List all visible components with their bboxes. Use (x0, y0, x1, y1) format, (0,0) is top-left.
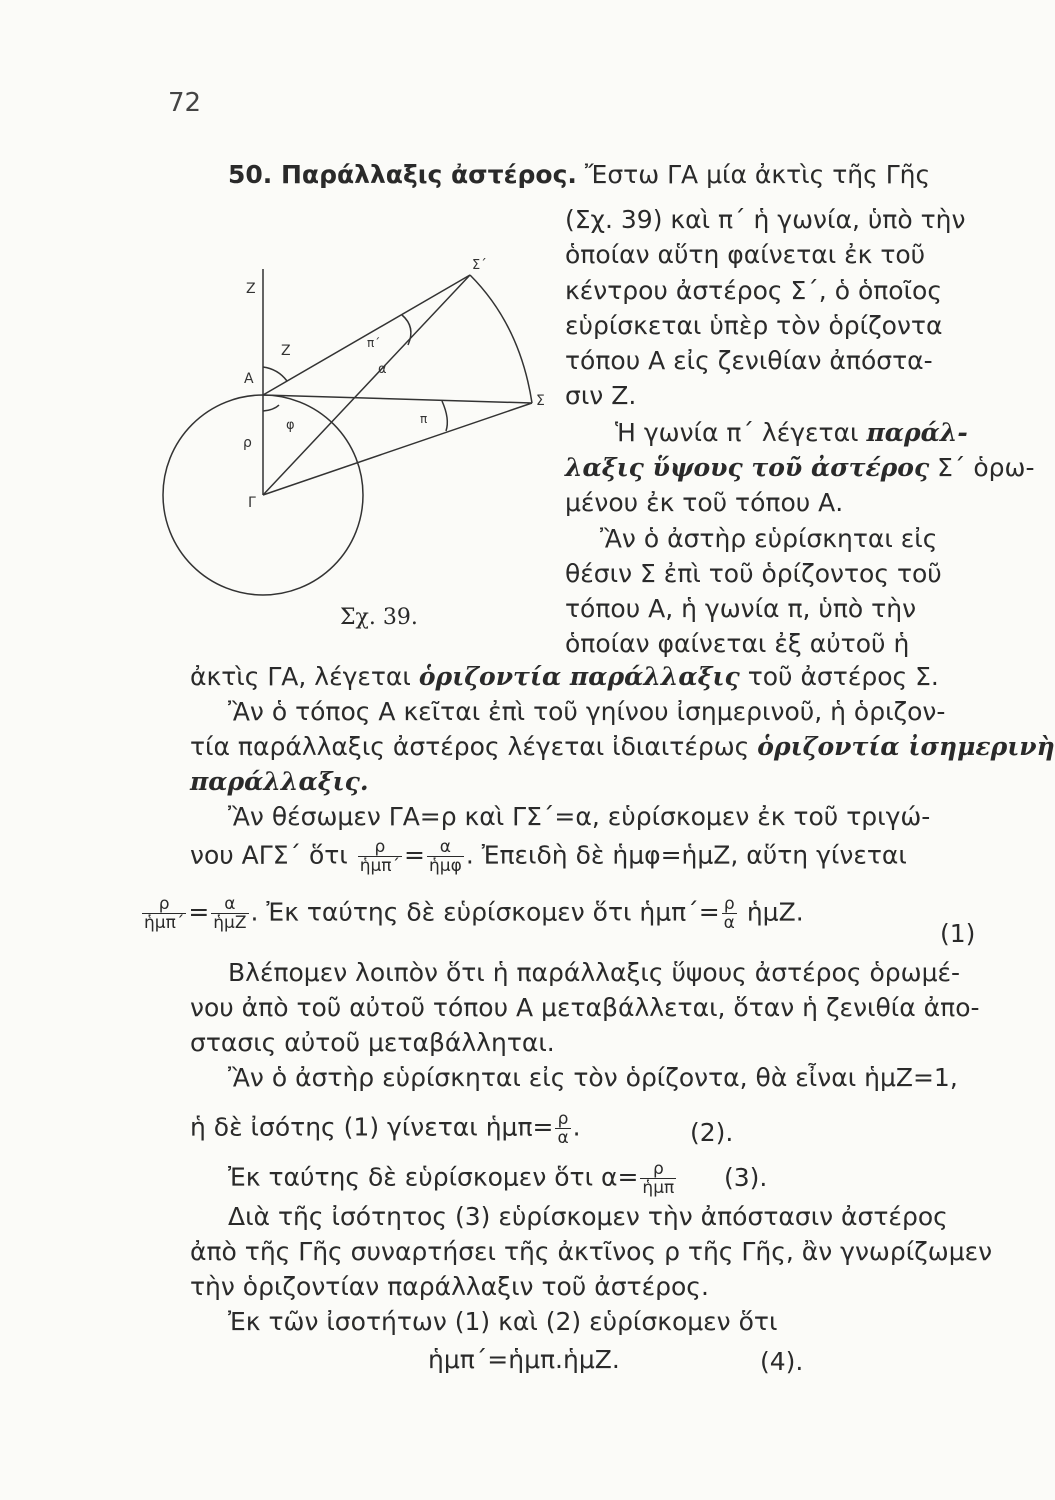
para5-line-1: Ἂν θέσωμεν ΓΑ=ρ καὶ ΓΣ΄=α, εὑρίσκομεν ἐκ τοῦ τριγώ- (228, 802, 931, 831)
para10-line-1: Ἐκ τῶν ἰσοτήτων (1) καὶ (2) εὑρίσκομεν ὅτι (228, 1307, 778, 1336)
para5-text: . Ἐκ ταύτης δὲ εὑρίσκομεν ὅτι ἡμπ΄= (250, 897, 720, 927)
para2-text: Σ΄ ὁρω- (929, 453, 1035, 482)
para4-line-3: παράλλαξις. (190, 767, 369, 796)
para4-line-1: Ἂν ὁ τόπος Α κεῖται ἐπὶ τοῦ γηίνου ἰσημερινοῦ, ἡ ὁριζον- (228, 697, 946, 726)
para4-line-2 (190, 732, 1055, 762)
label-phi: φ (286, 418, 295, 433)
para8-text: Ἐκ ταύτης δὲ εὑρίσκομεν ὅτι α= (228, 1162, 639, 1192)
fraction-alpha-over-sin-phi: $\frac{\alpha}{\text{ἡμφ}}$ (429, 837, 462, 876)
intro-line-1: Ἔστω ΓΑ μία ἀκτὶς τῆς Γῆς (584, 160, 931, 189)
para2-text: Ἡ γωνία π΄ λέγεται (615, 418, 867, 447)
angle-pi-prime-arc (402, 315, 411, 345)
equals-sign: = (188, 897, 210, 927)
para7-text: ἡ δὲ ἰσότης (1) γίνεται ἡμπ= (190, 1112, 554, 1142)
para5-text: . Ἐπειδὴ δὲ ἡμφ=ἡμΖ, αὕτη γίνεται (465, 840, 907, 870)
para4-text: τία παράλλαξις ἀστέρος λέγεται ἰδιαιτέρως (190, 732, 758, 761)
para3-last-line (190, 662, 939, 692)
angle-z-arc (263, 367, 287, 381)
intro-line: (Σχ. 39) καὶ π΄ ἡ γωνία, ὑπὸ τὴν (565, 205, 966, 234)
para3-line: θέσιν Σ ἐπὶ τοῦ ὁρίζοντος τοῦ (565, 559, 942, 588)
angle-pi-arc (442, 401, 447, 431)
fraction-rho-over-alpha: $\frac{\rho}{\alpha}$ (557, 1109, 569, 1148)
para3-line: ὁποίαν φαίνεται ἐξ αὐτοῦ ἡ (565, 629, 910, 658)
label-sigma: Σ (536, 393, 545, 409)
section-first-line (228, 160, 930, 190)
line-gamma-sigma (263, 403, 532, 495)
para2-line-1 (615, 418, 968, 448)
para6-line: στασις αὐτοῦ μεταβάλληται. (190, 1028, 555, 1057)
line-gamma-sigma-prime (263, 275, 470, 495)
para8-line-1 (228, 1160, 678, 1197)
intro-line: κέντρου ἀστέρος Σ΄, ὁ ὁποῖος (565, 276, 943, 305)
figure-39 (160, 255, 560, 515)
intro-line: ὁποίαν αὕτη φαίνεται ἐκ τοῦ (565, 240, 926, 269)
para9-line: ἀπὸ τῆς Γῆς συναρτήσει τῆς ἀκτῖνος ρ τῆς Γῆς, ἂν γνωρίζωμεν (190, 1237, 993, 1266)
equation-number-4: (4). (760, 1347, 804, 1376)
label-gamma: Γ (248, 495, 256, 511)
label-rho: ρ (243, 435, 252, 451)
label-z-angle: Ζ (281, 343, 291, 359)
page-number: 72 (168, 88, 202, 118)
intro-line: σιν Ζ. (565, 381, 637, 410)
fraction-rho-over-sin-pi: $\frac{\rho}{\text{ἡμπ}}$ (642, 1159, 675, 1198)
fraction-rho-over-sin-pi-prime: $\frac{\rho}{\text{ἡμπ΄}}$ (359, 837, 401, 876)
horizon-line (263, 395, 532, 403)
equation-number-3: (3). (724, 1163, 768, 1192)
fraction-rho-over-alpha: $\frac{\rho}{\alpha}$ (723, 894, 735, 933)
para3-line: Ἂν ὁ ἀστὴρ εὑρίσκηται εἰς (600, 524, 938, 553)
equals-sign: = (404, 840, 425, 870)
para7-line-1: Ἂν ὁ ἀστὴρ εὑρίσκηται εἰς τὸν ὁρίζοντα, θὰ εἶναι ἡμΖ=1, (228, 1063, 958, 1092)
para3-text: τοῦ ἀστέρος Σ. (739, 662, 939, 691)
para2-line-2 (565, 453, 1035, 483)
equation-number-1: (1) (940, 919, 976, 948)
para6-line: Βλέπομεν λοιπὸν ὅτι ἡ παράλλαξις ὕψους ἀστέρος ὁρωμέ- (228, 958, 961, 987)
para2-term: παράλ- (866, 418, 968, 447)
intro-line: εὑρίσκεται ὑπὲρ τὸν ὁρίζοντα (565, 311, 943, 340)
para9-line: τὴν ὁριζοντίαν παράλλαξιν τοῦ ἀστέρος. (190, 1272, 709, 1301)
para3-text: ἀκτὶς ΓΑ, λέγεται (190, 662, 419, 691)
section-heading: 50. Παράλλαξις ἀστέρος. (228, 160, 577, 189)
label-z-axis: Ζ (246, 281, 256, 297)
para5-text: νου ΑΓΣ΄ ὅτι (190, 840, 348, 870)
para2-term: λαξις ὕψους τοῦ ἀστέρος (565, 453, 930, 482)
label-pi: π (420, 412, 428, 426)
figure-caption: Σχ. 39. (340, 605, 418, 630)
para7-line-2 (190, 1110, 581, 1147)
para3-term: ὁριζοντία παράλλαξις (418, 662, 740, 691)
para7-text: . (572, 1112, 581, 1142)
equation-number-2: (2). (690, 1118, 734, 1147)
label-sigma-prime: Σ΄ (472, 258, 487, 273)
para10-line-2: ἡμπ΄=ἡμπ.ἡμΖ. (428, 1345, 620, 1374)
para5-line-2 (190, 838, 907, 875)
para2-line-3: μένου ἐκ τοῦ τόπου Α. (565, 488, 844, 517)
angle-phi-arc (263, 405, 279, 411)
para6-line: νου ἀπὸ τοῦ αὐτοῦ τόπου Α μεταβάλλεται, ὅταν ἡ ζενιθία ἀπο- (190, 993, 980, 1022)
line-a-sigma-prime (263, 275, 470, 395)
label-a-point: Α (244, 371, 254, 387)
label-pi-prime: π΄ (367, 336, 381, 350)
label-alpha: α (378, 362, 387, 377)
para4-term: ὁριζοντία ἰσημερινὴ (757, 732, 1055, 761)
intro-line: τόπου Α εἰς ζενιθίαν ἀπόστα- (565, 346, 933, 375)
para9-line: Διὰ τῆς ἰσότητος (3) εὑρίσκομεν τὴν ἀπόστασιν ἀστέρος (228, 1202, 948, 1231)
fraction-rho-over-sin-pi-prime: $\frac{\rho}{\text{ἡμπ΄}}$ (144, 894, 185, 933)
para5-line-3 (140, 895, 804, 932)
para5-text: ἡμΖ. (738, 897, 804, 927)
para3-line: τόπου Α, ἡ γωνία π, ὑπὸ τὴν (565, 594, 917, 623)
fraction-alpha-over-sin-z: $\frac{\alpha}{\text{ἡμΖ}}$ (213, 894, 247, 933)
arc-sigma (470, 275, 532, 403)
